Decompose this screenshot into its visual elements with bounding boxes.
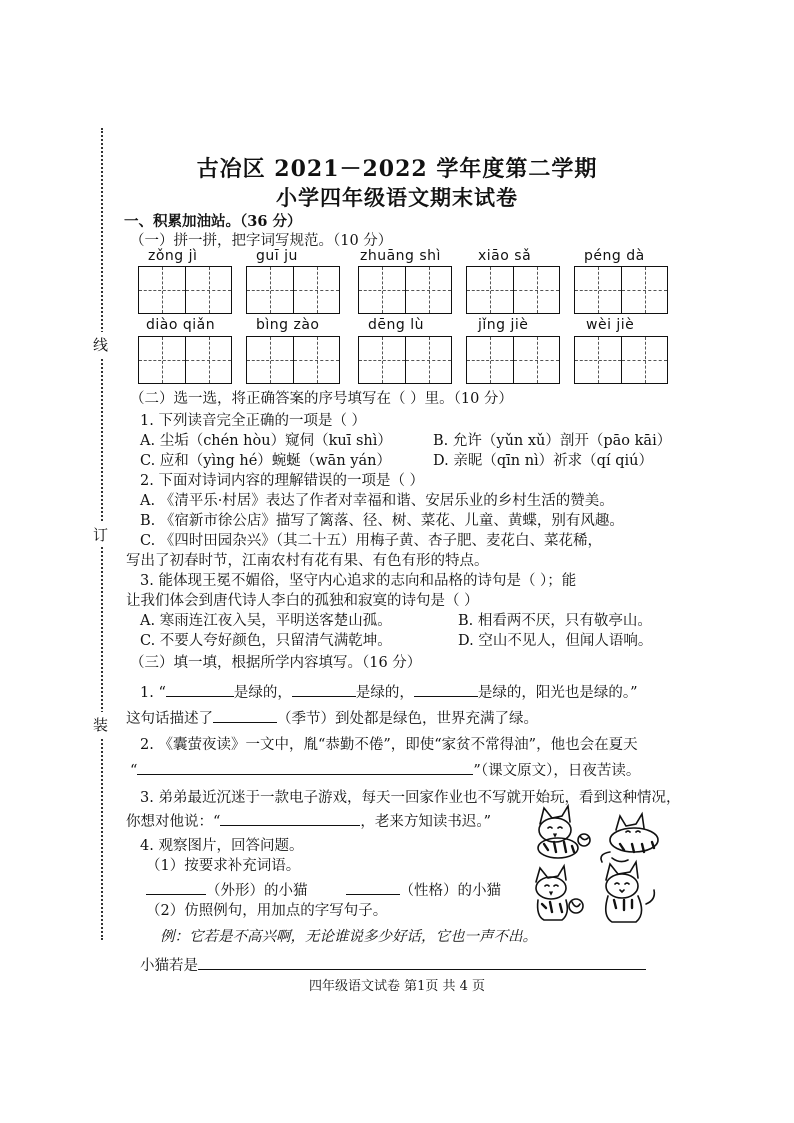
pinyin-label: zǒng jì — [148, 248, 198, 264]
text-fragment: 小猫若是 — [140, 958, 198, 974]
exam-subtitle: 小学四年级语文期末试卷 — [276, 185, 518, 210]
writing-grid[interactable] — [358, 266, 452, 314]
cat-icon — [601, 814, 658, 862]
writing-grid[interactable] — [574, 336, 668, 384]
answer-blank[interactable] — [137, 760, 473, 775]
exam-title: 古冶区 2021－2022 学年度第二学期 — [196, 156, 598, 182]
pinyin-label: péng dà — [584, 248, 645, 264]
option-a: A. 《清平乐·村居》表达了作者对幸福和谐、安居乐业的乡村生活的赞美。 — [140, 493, 614, 509]
option-a: A. 寒雨连江夜入吴，平明送客楚山孤。 — [140, 613, 392, 629]
section-1-heading: 一、积累加油站。（36 分） — [124, 213, 302, 230]
writing-grid[interactable] — [138, 336, 232, 384]
text-fragment: （外形）的小猫 — [206, 883, 308, 899]
cat-icon — [538, 806, 590, 858]
binding-mark-xian: 线 — [93, 332, 108, 357]
text-fragment: 1. “ — [140, 685, 166, 701]
option-c-continued: 写出了初春时节，江南农村有花有果、有色有形的特点。 — [126, 553, 489, 569]
question-3-3-line2 — [126, 810, 491, 831]
text-fragment: ”（课文原文），日夜苦读。 — [473, 763, 641, 779]
pinyin-label: xiāo sǎ — [478, 248, 532, 264]
option-d: D. 空山不见人，但闻人语响。 — [458, 633, 653, 649]
pinyin-label: bìng zào — [256, 317, 320, 333]
question-2-1: 1. 下列读音完全正确的一项是（ ） — [140, 413, 367, 429]
answer-blank[interactable] — [213, 708, 277, 723]
question-3-4-1: （1）按要求补充词语。 — [146, 858, 301, 874]
answer-blank[interactable] — [414, 682, 478, 697]
option-c: C. 不要人夸好颜色，只留清气满乾坤。 — [140, 633, 392, 649]
text-fragment: ，老来方知读书迟。” — [360, 814, 492, 830]
option-b: B. 《宿新市徐公店》描写了篱落、径、树、菜花、儿童、黄蝶，别有风趣。 — [140, 513, 624, 529]
answer-blank[interactable] — [346, 880, 400, 895]
part-3-heading: （三）填一填，根据所学内容填写。（16 分） — [130, 655, 422, 671]
question-3-3: 3. 弟弟最近沉迷于一款电子游戏，每天一回家作业也不写就开始玩，看到这种情况， — [140, 790, 681, 806]
text-fragment: 你想对他说：“ — [126, 814, 221, 830]
text-fragment: 这句话描述了 — [126, 711, 213, 727]
page-footer: 四年级语文试卷 第1页 共 4 页 — [308, 979, 486, 994]
part-1-heading: （一）拼一拼，把字词写规范。（10 分） — [130, 233, 393, 249]
text-fragment: （性格）的小猫 — [399, 883, 501, 899]
pinyin-label: guī ju — [256, 248, 298, 264]
question-3-4-1-blanks — [146, 879, 501, 900]
answer-blank[interactable] — [220, 811, 360, 826]
question-3-1 — [140, 681, 638, 702]
text-fragment: 是绿的， — [233, 685, 292, 701]
pinyin-label: dēng lù — [368, 317, 424, 333]
pinyin-label: diào qiǎn — [146, 317, 216, 333]
writing-grid[interactable] — [358, 336, 452, 384]
option-b: B. 相看两不厌，只有敬亭山。 — [458, 613, 652, 629]
option-b: B. 允许（yǔn xǔ）剖开（pāo kāi） — [433, 433, 672, 449]
answer-blank[interactable] — [146, 880, 206, 895]
text-fragment: “ — [130, 763, 138, 779]
binding-mark-zhuang: 装 — [93, 712, 108, 737]
question-3-2: 2. 《囊萤夜读》一文中，胤“恭勤不倦”，即使“家贫不常得油”，他也会在夏天 — [140, 737, 638, 753]
pinyin-label: zhuāng shì — [360, 248, 441, 264]
answer-blank[interactable] — [198, 955, 646, 970]
text-fragment: （季节）到处都是绿色，世界充满了绿。 — [277, 711, 538, 727]
cat-icon — [606, 862, 655, 922]
writing-grid[interactable] — [246, 336, 340, 384]
pinyin-label: jǐng jiè — [478, 317, 529, 333]
writing-grid[interactable] — [466, 336, 560, 384]
question-2-3-continued: 让我们体会到唐代诗人李白的孤独和寂寞的诗句是（ ） — [126, 593, 479, 609]
text-fragment: 是绿的，阳光也是绿的。” — [477, 685, 638, 701]
writing-grid[interactable] — [466, 266, 560, 314]
question-2-3: 3. 能体现王冕不媚俗，坚守内心追求的志向和品格的诗句是（ ）；能 — [140, 573, 577, 589]
question-3-2-line2 — [130, 759, 640, 780]
example-sentence: 例：它若是不高兴啊，无论谁说多少好话，它也一声不出。 — [160, 929, 537, 945]
answer-line — [140, 954, 646, 975]
pinyin-label: wèi jiè — [586, 317, 635, 333]
cat-illustration — [528, 800, 666, 926]
answer-blank[interactable] — [166, 682, 234, 697]
question-3-4: 4. 观察图片，回答问题。 — [140, 838, 304, 854]
writing-grid[interactable] — [138, 266, 232, 314]
option-a: A. 尘垢（chén hòu）窥伺（kuī shì） — [140, 433, 392, 449]
writing-grid[interactable] — [246, 266, 340, 314]
option-c: C. 应和（yìng hé）蜿蜒（wān yán） — [140, 453, 391, 469]
option-c: C. 《四时田园杂兴》（其二十五）用梅子黄、杏子肥、麦花白、菜花稀， — [140, 533, 603, 549]
part-2-heading: （二）选一选，将正确答案的序号填写在（ ）里。（10 分） — [130, 391, 513, 407]
answer-blank[interactable] — [292, 682, 356, 697]
question-3-4-2: （2）仿照例句，用加点的字写句子。 — [146, 903, 388, 919]
binding-mark-ding: 订 — [93, 522, 108, 547]
cat-icon — [536, 866, 583, 920]
option-d: D. 亲昵（qīn nì）祈求（qí qiú） — [433, 453, 653, 469]
question-3-1-line2 — [126, 707, 538, 728]
text-fragment: 是绿的， — [355, 685, 414, 701]
writing-grid[interactable] — [574, 266, 668, 314]
question-2-2: 2. 下面对诗词内容的理解错误的一项是（ ） — [140, 473, 425, 489]
